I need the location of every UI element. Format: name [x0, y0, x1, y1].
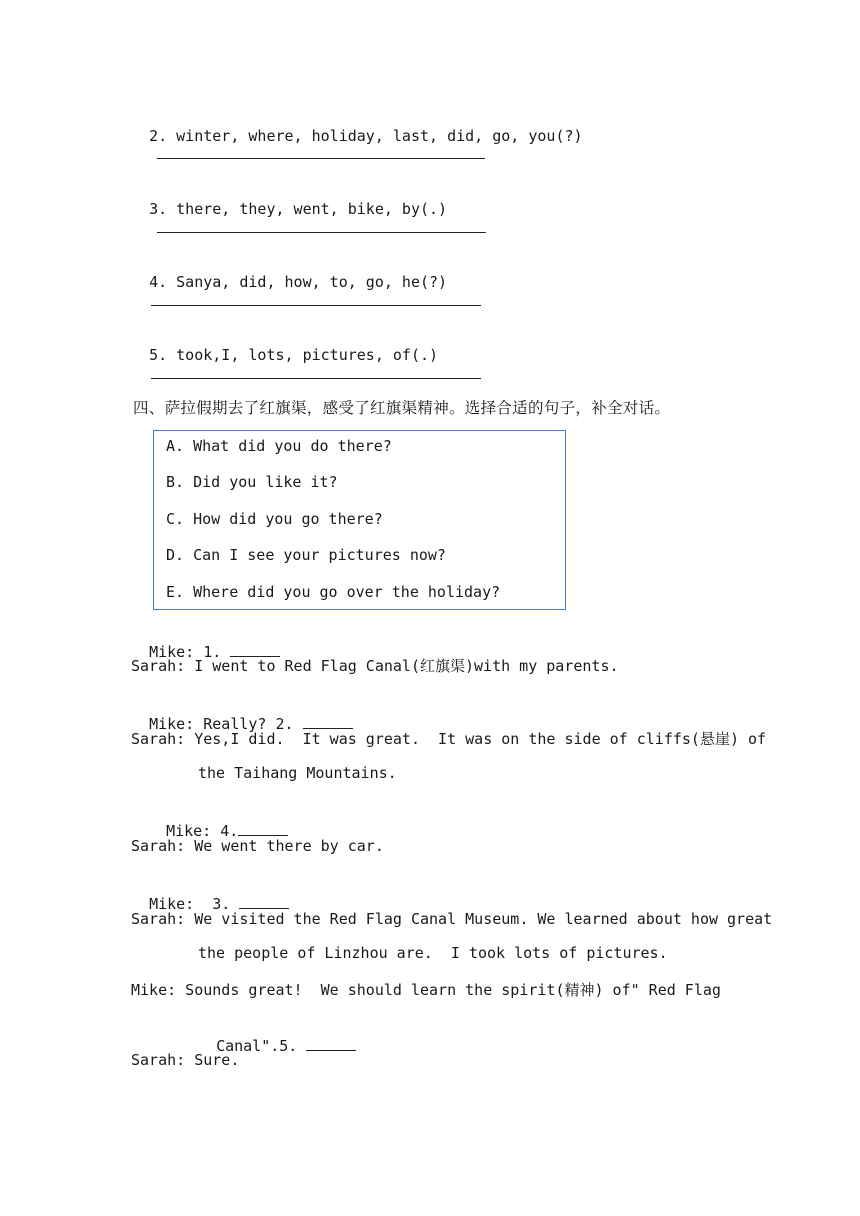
blank-3[interactable]: [239, 892, 289, 909]
answer-line-4[interactable]: [151, 305, 481, 306]
answer-line-2[interactable]: [157, 158, 485, 159]
dialogue-line-7: [131, 872, 289, 914]
dialogue-line-8-cont: the people of Linzhou are. I took lots of pictures.: [198, 944, 668, 962]
dialogue-line-9: Mike: Sounds great! We should learn the spirit(精神) of" Red Flag: [131, 981, 721, 999]
dialogue-line-4: Sarah: Yes,I did. It was great. It was on the side of cliffs(悬崖) of: [131, 730, 767, 748]
dialogue-line-6: Sarah: We went there by car.: [131, 837, 384, 855]
dialogue-line-2: Sarah: I went to Red Flag Canal(红旗渠)with my parents.: [131, 657, 619, 675]
blank-1[interactable]: [230, 640, 280, 657]
question-2: [131, 106, 583, 146]
dialogue-line-10: Sarah: Sure.: [131, 1051, 240, 1069]
question-number: 3.: [149, 200, 168, 218]
dialogue-line-4-cont: the Taihang Mountains.: [198, 764, 397, 782]
answer-line-3[interactable]: [157, 232, 486, 233]
answer-line-5[interactable]: [151, 378, 481, 379]
question-4: [131, 252, 447, 292]
option-e: E. Where did you go over the holiday?: [166, 583, 501, 601]
dialogue-line-8: Sarah: We visited the Red Flag Canal Museum. We learned about how great: [131, 910, 773, 928]
question-5: [131, 325, 438, 365]
question-number: 5.: [149, 346, 168, 364]
blank-5[interactable]: [306, 1034, 356, 1051]
question-3: [131, 179, 447, 219]
option-a: A. What did you do there?: [166, 437, 392, 455]
dialogue-text: Mike: 3.: [149, 895, 240, 913]
question-text: winter, where, holiday, last, did, go, you(?): [176, 127, 583, 145]
option-c: C. How did you go there?: [166, 510, 383, 528]
section-4-title: 四、萨拉假期去了红旗渠，感受了红旗渠精神。选择合适的句子，补全对话。: [133, 399, 671, 417]
dialogue-line-3: [131, 692, 353, 734]
option-b: B. Did you like it?: [166, 473, 338, 491]
question-text: took,I, lots, pictures, of(.): [176, 346, 439, 364]
dialogue-text: Mike: Really? 2.: [149, 715, 303, 733]
option-d: D. Can I see your pictures now?: [166, 546, 446, 564]
dialogue-line-5: [148, 799, 288, 841]
question-text: there, they, went, bike, by(.): [176, 200, 448, 218]
dialogue-text: Mike: 4.: [166, 822, 239, 840]
blank-4[interactable]: [238, 819, 288, 836]
question-text: Sanya, did, how, to, go, he(?): [176, 273, 448, 291]
question-number: 2.: [149, 127, 168, 145]
dialogue-text: Canal".5.: [216, 1037, 307, 1055]
question-number: 4.: [149, 273, 168, 291]
blank-2[interactable]: [303, 712, 353, 729]
dialogue-text: Mike: 1.: [149, 643, 231, 661]
